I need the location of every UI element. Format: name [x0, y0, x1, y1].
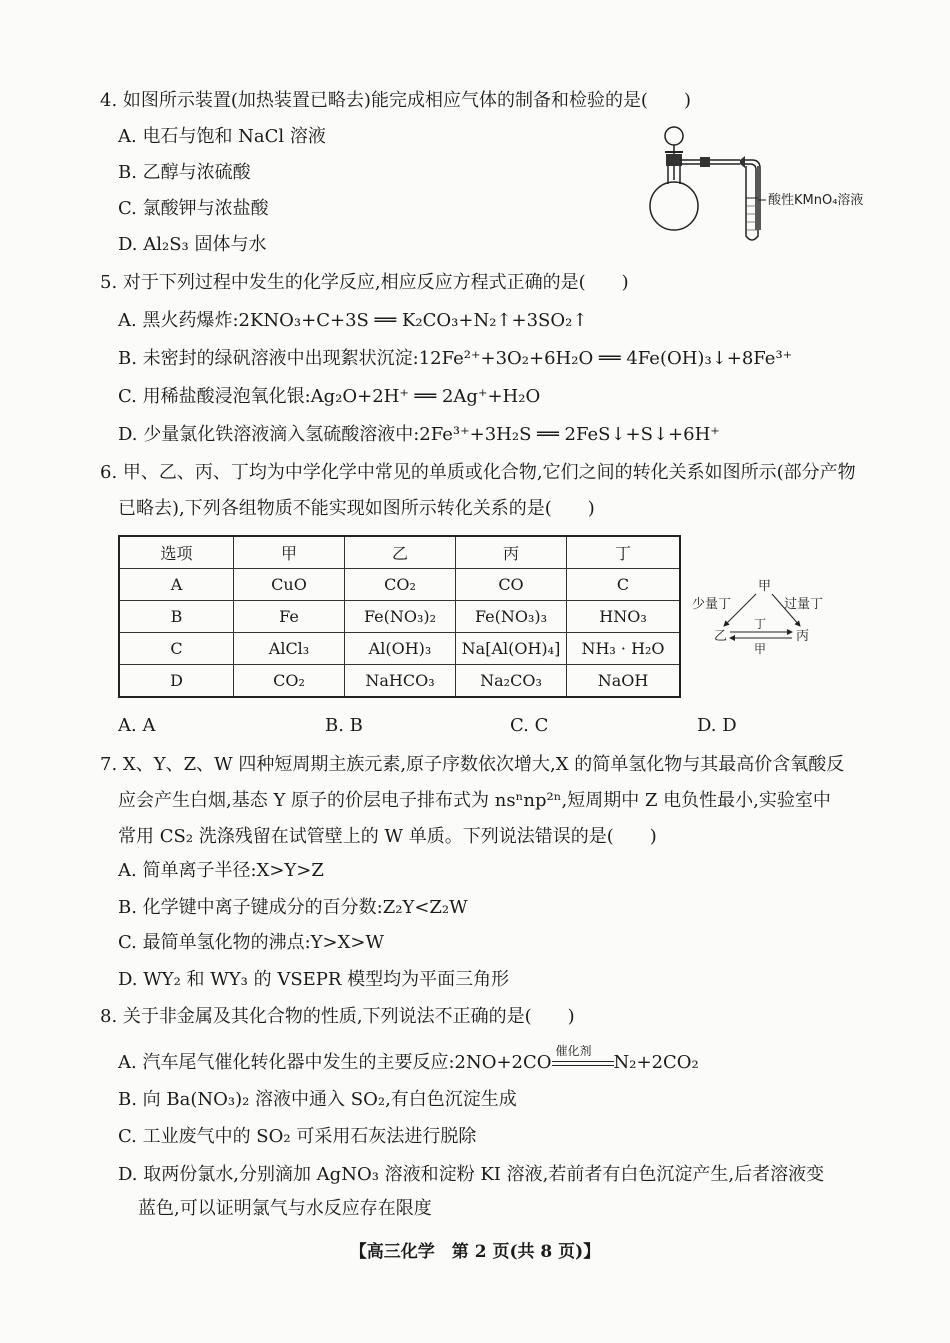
- q4-stem: 4. 如图所示装置(加热装置已略去)能完成相应气体的制备和检验的是( ): [100, 90, 691, 111]
- q4-option-d: D. Al₂S₃ 固体与水: [118, 234, 267, 255]
- table-header-cell: 甲: [234, 536, 345, 569]
- table-cell: C: [567, 569, 681, 601]
- table-cell: Na₂CO₃: [456, 665, 567, 698]
- q5-stem: 5. 对于下列过程中发生的化学反应,相应反应方程式正确的是( ): [100, 272, 629, 293]
- table-cell: B: [119, 601, 234, 633]
- table-cell: NaOH: [567, 665, 681, 698]
- diagram-node-jia: 甲: [758, 579, 772, 594]
- diagram-node-bing: 丙: [796, 629, 810, 644]
- q8-option-a-left: A. 汽车尾气催化转化器中发生的主要反应:2NO+2CO: [118, 1052, 552, 1073]
- table-cell: D: [119, 665, 234, 698]
- table-cell: CO₂: [234, 665, 345, 698]
- table-header-cell: 丙: [456, 536, 567, 569]
- q8-option-a-right: N₂+2CO₂: [613, 1052, 699, 1073]
- table-cell: Fe(NO₃)₃: [456, 601, 567, 633]
- q6-answer-d: D. D: [697, 715, 737, 736]
- q5-option-d: D. 少量氯化铁溶液滴入氢硫酸溶液中:2Fe³⁺+3H₂S ══ 2FeS↓+S↓+6H⁺: [118, 424, 720, 445]
- table-header-cell: 选项: [119, 536, 234, 569]
- table-row: [119, 601, 680, 633]
- q5-option-a: A. 黑火药爆炸:2KNO₃+C+3S ══ K₂CO₃+N₂↑+3SO₂↑: [118, 310, 588, 331]
- table-cell: CO₂: [345, 569, 456, 601]
- q8-option-a: [118, 1044, 699, 1076]
- diagram-label-right: 过量丁: [784, 597, 824, 612]
- q8-option-d-cont: 蓝色,可以证明氯气与水反应存在限度: [138, 1198, 432, 1219]
- diagram-label-mid-bottom: 甲: [754, 642, 767, 656]
- table-cell: CO: [456, 569, 567, 601]
- conversion-diagram: [692, 576, 842, 660]
- q6-stem-line2: 已略去),下列各组物质不能实现如图所示转化关系的是( ): [118, 498, 595, 519]
- catalyst-arrow: [552, 1044, 614, 1076]
- table-row: [119, 665, 680, 698]
- apparatus-label: 酸性KMnO₄溶液: [768, 193, 864, 208]
- catalyst-label: 催化剂: [555, 1044, 592, 1058]
- q5-option-c: C. 用稀盐酸浸泡氧化银:Ag₂O+2H⁺ ══ 2Ag⁺+H₂O: [118, 386, 541, 407]
- apparatus-figure: [640, 118, 870, 252]
- q7-stem-line2: 应会产生白烟,基态 Y 原子的价层电子排布式为 nsⁿnp²ⁿ,短周期中 Z 电负性最小,实验室中: [118, 790, 831, 811]
- diagram-node-yi: 乙: [714, 629, 728, 644]
- q8-stem: 8. 关于非金属及其化合物的性质,下列说法不正确的是( ): [100, 1006, 575, 1027]
- table-cell: Fe(NO₃)₂: [345, 601, 456, 633]
- table-cell: CuO: [234, 569, 345, 601]
- q8-option-b: B. 向 Ba(NO₃)₂ 溶液中通入 SO₂,有白色沉淀生成: [118, 1089, 517, 1110]
- q6-answer-b: B. B: [325, 715, 363, 736]
- page-footer: 【高三化学 第 2 页(共 8 页)】: [349, 1242, 601, 1262]
- table-cell: Al(OH)₃: [345, 633, 456, 665]
- diagram-label-mid-top: 丁: [754, 617, 767, 631]
- q4-option-b: B. 乙醇与浓硫酸: [118, 162, 251, 183]
- q4-option-c: C. 氯酸钾与浓盐酸: [118, 198, 269, 219]
- table-cell: Fe: [234, 601, 345, 633]
- q7-option-d: D. WY₂ 和 WY₃ 的 VSEPR 模型均为平面三角形: [118, 969, 510, 990]
- q6-answer-c: C. C: [510, 715, 549, 736]
- q5-option-b: B. 未密封的绿矾溶液中出现絮状沉淀:12Fe²⁺+3O₂+6H₂O ══ 4Fe(OH)₃↓+8Fe³⁺: [118, 348, 793, 369]
- q6-answer-a: A. A: [118, 715, 156, 736]
- table-header-row: [119, 536, 680, 569]
- diagram-label-left: 少量丁: [692, 597, 732, 612]
- q7-option-b: B. 化学键中离子键成分的百分数:Z₂Y<Z₂W: [118, 897, 468, 918]
- table-cell: HNO₃: [567, 601, 681, 633]
- table-cell: Na[Al(OH)₄]: [456, 633, 567, 665]
- q7-option-a: A. 简单离子半径:X>Y>Z: [118, 860, 324, 881]
- table-cell: A: [119, 569, 234, 601]
- table-row: [119, 569, 680, 601]
- table-cell: NaHCO₃: [345, 665, 456, 698]
- table-cell: C: [119, 633, 234, 665]
- q7-stem-line1: 7. X、Y、Z、W 四种短周期主族元素,原子序数依次增大,X 的简单氢化物与其最高价含氧酸反: [100, 754, 845, 775]
- table-cell: NH₃ · H₂O: [567, 633, 681, 665]
- q7-option-c: C. 最简单氢化物的沸点:Y>X>W: [118, 932, 384, 953]
- table-header-cell: 乙: [345, 536, 456, 569]
- table-row: [119, 633, 680, 665]
- q6-table: [118, 535, 681, 698]
- q6-stem-line1: 6. 甲、乙、丙、丁均为中学化学中常见的单质或化合物,它们之间的转化关系如图所示(部分产物: [100, 462, 856, 483]
- q4-option-a: A. 电石与饱和 NaCl 溶液: [118, 126, 326, 147]
- table-cell: AlCl₃: [234, 633, 345, 665]
- q7-stem-line3: 常用 CS₂ 洗涤残留在试管壁上的 W 单质。下列说法错误的是( ): [118, 826, 657, 847]
- q8-option-c: C. 工业废气中的 SO₂ 可采用石灰法进行脱除: [118, 1126, 477, 1147]
- table-header-cell: 丁: [567, 536, 681, 569]
- q8-option-d: D. 取两份氯水,分别滴加 AgNO₃ 溶液和淀粉 KI 溶液,若前者有白色沉淀产生,后者溶液变: [118, 1164, 825, 1185]
